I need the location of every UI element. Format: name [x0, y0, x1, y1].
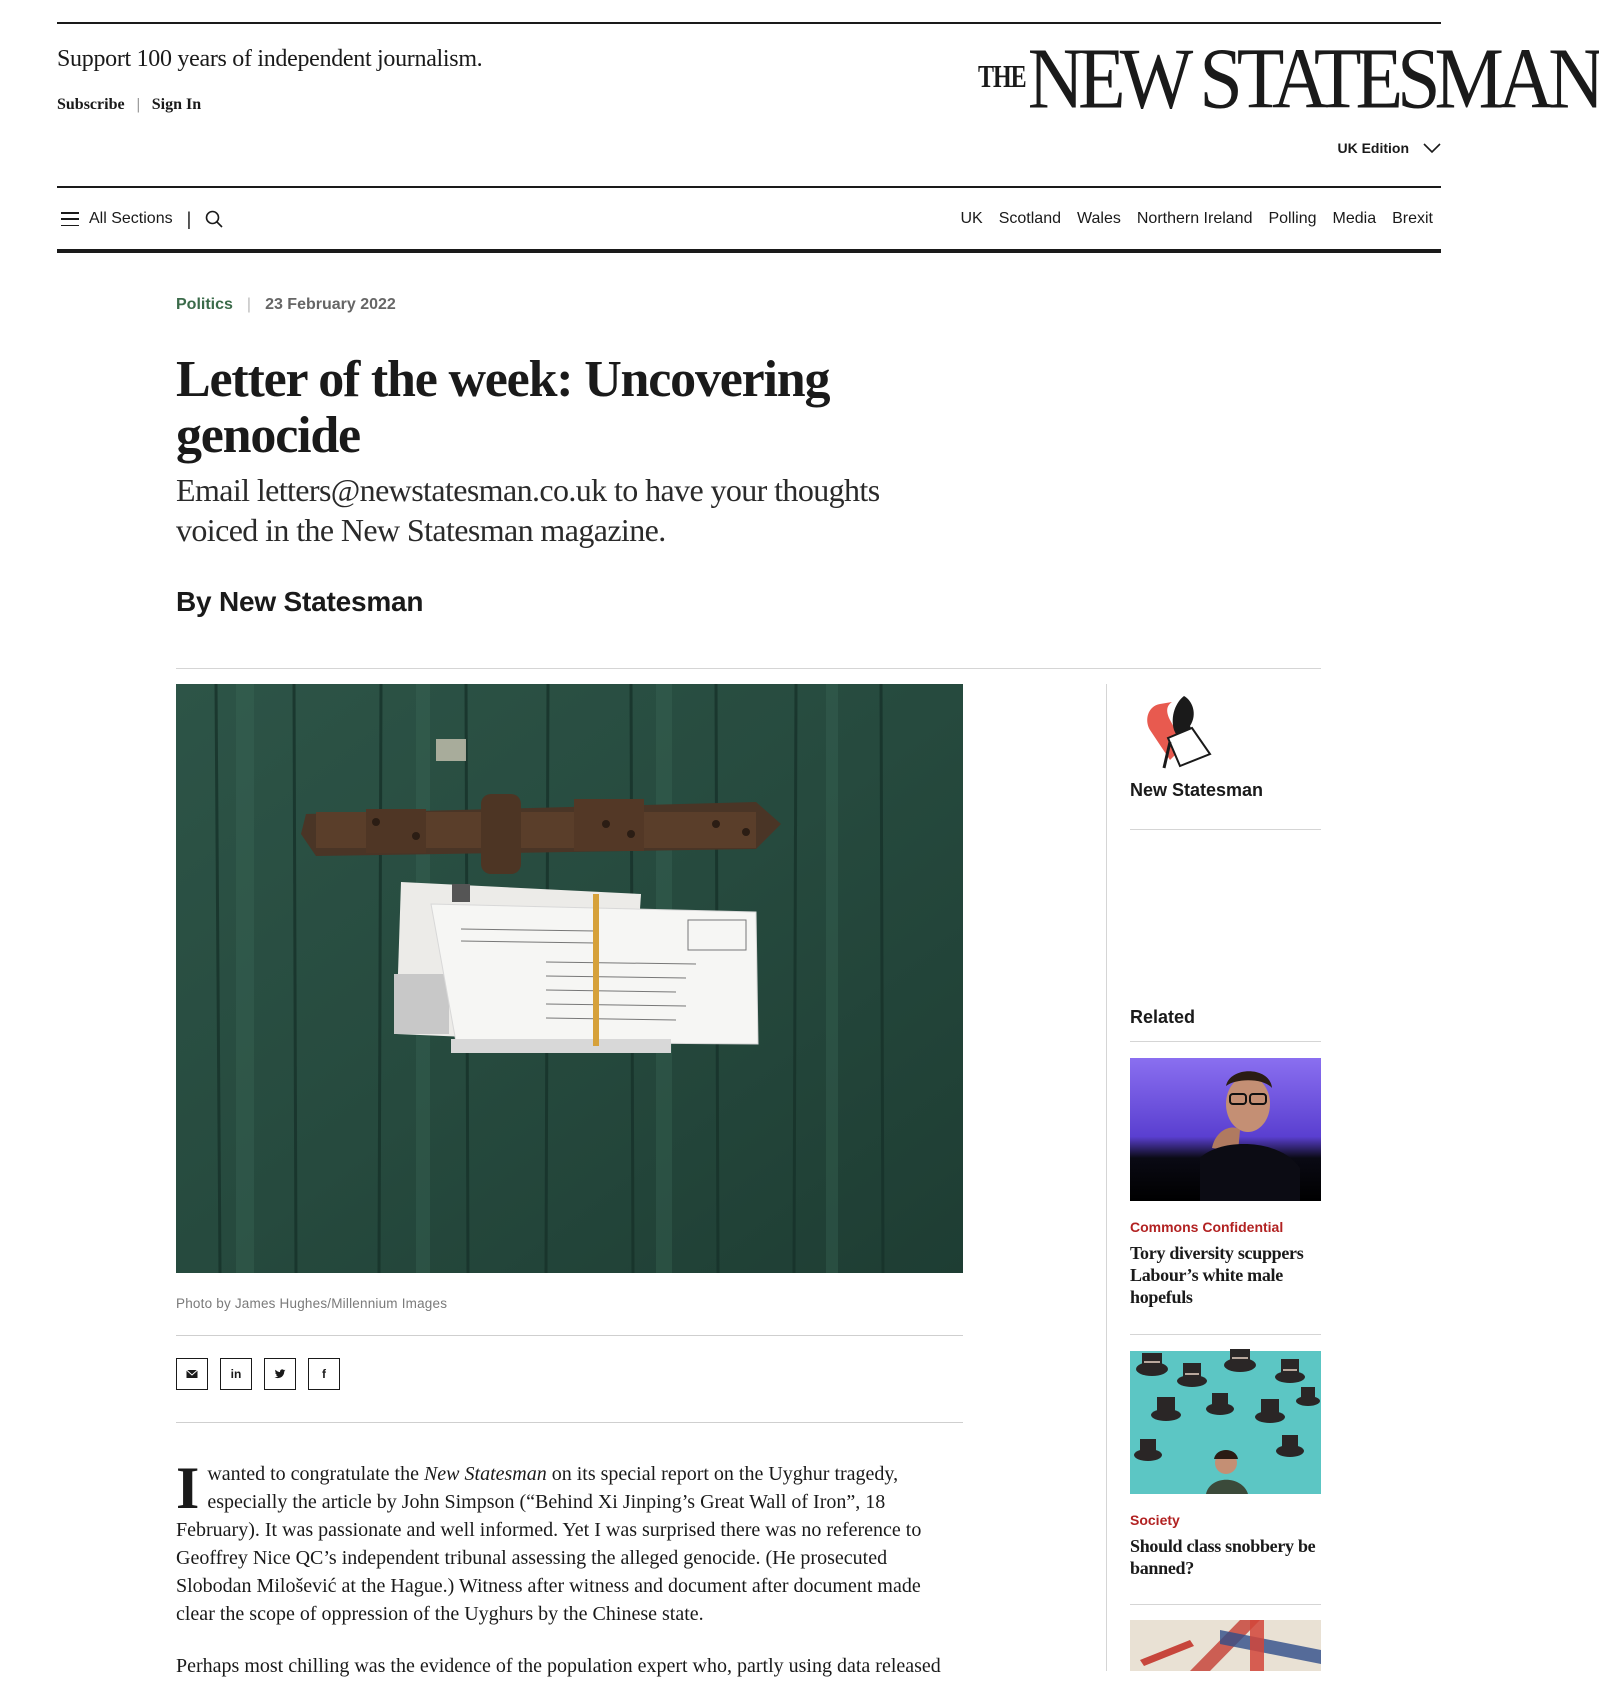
nav-link-polling[interactable]: Polling — [1268, 210, 1317, 227]
share-rule-bottom — [176, 1422, 963, 1423]
hero-image — [176, 684, 963, 1273]
related-image-1[interactable] — [1130, 1058, 1321, 1201]
section-link[interactable]: Politics — [176, 296, 233, 313]
sidebar-rule-2 — [1130, 1041, 1321, 1042]
twitter-icon — [274, 1368, 286, 1380]
logo-the: THE — [978, 61, 1026, 95]
body-paragraph-2: Perhaps most chilling was the evidence of the population expert who, partly using data released — [176, 1655, 941, 1677]
author-avatar[interactable] — [1140, 690, 1214, 772]
portrait-illustration — [1130, 1058, 1321, 1201]
author-name[interactable]: New Statesman — [1130, 780, 1264, 800]
logo-name: NEW STATESMAN — [1027, 29, 1599, 127]
nav-link-wales[interactable]: Wales — [1077, 210, 1121, 227]
sidebar-rule-4 — [1130, 1604, 1321, 1605]
article-headline: Letter of the week: Uncovering genocide — [176, 351, 830, 464]
menu-icon[interactable] — [61, 212, 79, 226]
article-standfirst: Email letters@newstatesman.co.uk to have your thoughts voiced in the New Statesman magazine. — [176, 472, 880, 548]
share-bar — [176, 1358, 340, 1390]
email-icon — [186, 1368, 198, 1380]
door-letters-illustration — [176, 684, 963, 1273]
linkedin-icon: in — [230, 1367, 242, 1381]
related-image-3[interactable] — [1130, 1620, 1321, 1671]
main-nav — [57, 186, 1441, 252]
related-heading: Related — [1130, 1007, 1196, 1027]
top-hats-illustration — [1130, 1351, 1321, 1494]
sidebar-rule-3 — [1130, 1334, 1321, 1335]
related-title-1[interactable]: Tory diversity scuppers Labour’s white male hopefuls — [1130, 1243, 1304, 1307]
account-links — [57, 96, 201, 114]
nav-links — [961, 210, 1442, 228]
related-image-2[interactable] — [1130, 1351, 1321, 1494]
body-paragraph-1: I wanted to congratulate the New Statesman on its special report on the Uyghur tragedy, especially the article by John Simpson (“Behind Xi Jinping’s Great Wall of Iron”, 18 February). It was passionate and well informed. Yet I was surprised there was no reference to Geoffrey Nice QC’s independent tribunal assessing the alleged genocide. (He prosecuted Slobodan Milošević at the Hague.) Witness after witness and document after document made clear the scope of oppression of the Uyghurs by the Chinese state. — [176, 1455, 922, 1625]
nav-link-brexit[interactable]: Brexit — [1392, 210, 1433, 227]
edition-label: UK Edition — [1337, 140, 1409, 156]
related-kicker-2[interactable]: Society — [1130, 1512, 1180, 1528]
related-kicker-1[interactable]: Commons Confidential — [1130, 1219, 1284, 1235]
subscribe-link[interactable]: Subscribe — [57, 96, 125, 113]
account-separator: | — [136, 96, 140, 113]
top-rule — [57, 22, 1441, 24]
sign-in-link[interactable]: Sign In — [151, 96, 202, 113]
meta-separator: | — [246, 296, 252, 313]
site-logo[interactable] — [978, 29, 1599, 127]
dropcap: I — [176, 1455, 200, 1521]
chevron-down-icon — [1423, 142, 1441, 154]
share-linkedin-button[interactable] — [220, 1358, 252, 1390]
nav-link-northern-ireland[interactable]: Northern Ireland — [1136, 210, 1253, 227]
share-email-button[interactable] — [176, 1358, 208, 1390]
facebook-icon: f — [322, 1367, 326, 1381]
support-tagline: Support 100 years of independent journalism. — [57, 46, 483, 72]
article-rule — [176, 668, 1321, 669]
sidebar-divider — [1106, 684, 1107, 1671]
nav-link-uk[interactable]: UK — [960, 210, 983, 227]
nav-separator: | — [186, 208, 192, 229]
nav-link-media[interactable]: Media — [1332, 210, 1377, 227]
article-byline[interactable]: By New Statesman — [176, 586, 424, 617]
related-title-2[interactable]: Should class snobbery be banned? — [1130, 1536, 1316, 1578]
edition-selector[interactable] — [1337, 140, 1441, 156]
all-sections-button[interactable]: All Sections — [89, 210, 173, 227]
share-twitter-button[interactable] — [264, 1358, 296, 1390]
share-rule-top — [176, 1335, 963, 1336]
nav-link-scotland[interactable]: Scotland — [998, 210, 1061, 227]
publish-date: 23 February 2022 — [265, 296, 396, 313]
article-meta — [176, 296, 396, 314]
nav-left — [57, 209, 223, 230]
share-facebook-button[interactable] — [308, 1358, 340, 1390]
search-icon[interactable] — [205, 210, 223, 228]
sidebar-rule-1 — [1130, 829, 1321, 830]
photo-caption: Photo by James Hughes/Millennium Images — [176, 1296, 448, 1311]
union-flag-illustration — [1130, 1620, 1321, 1671]
nav-rule-bottom — [57, 249, 1441, 253]
article-body — [176, 1455, 963, 1704]
